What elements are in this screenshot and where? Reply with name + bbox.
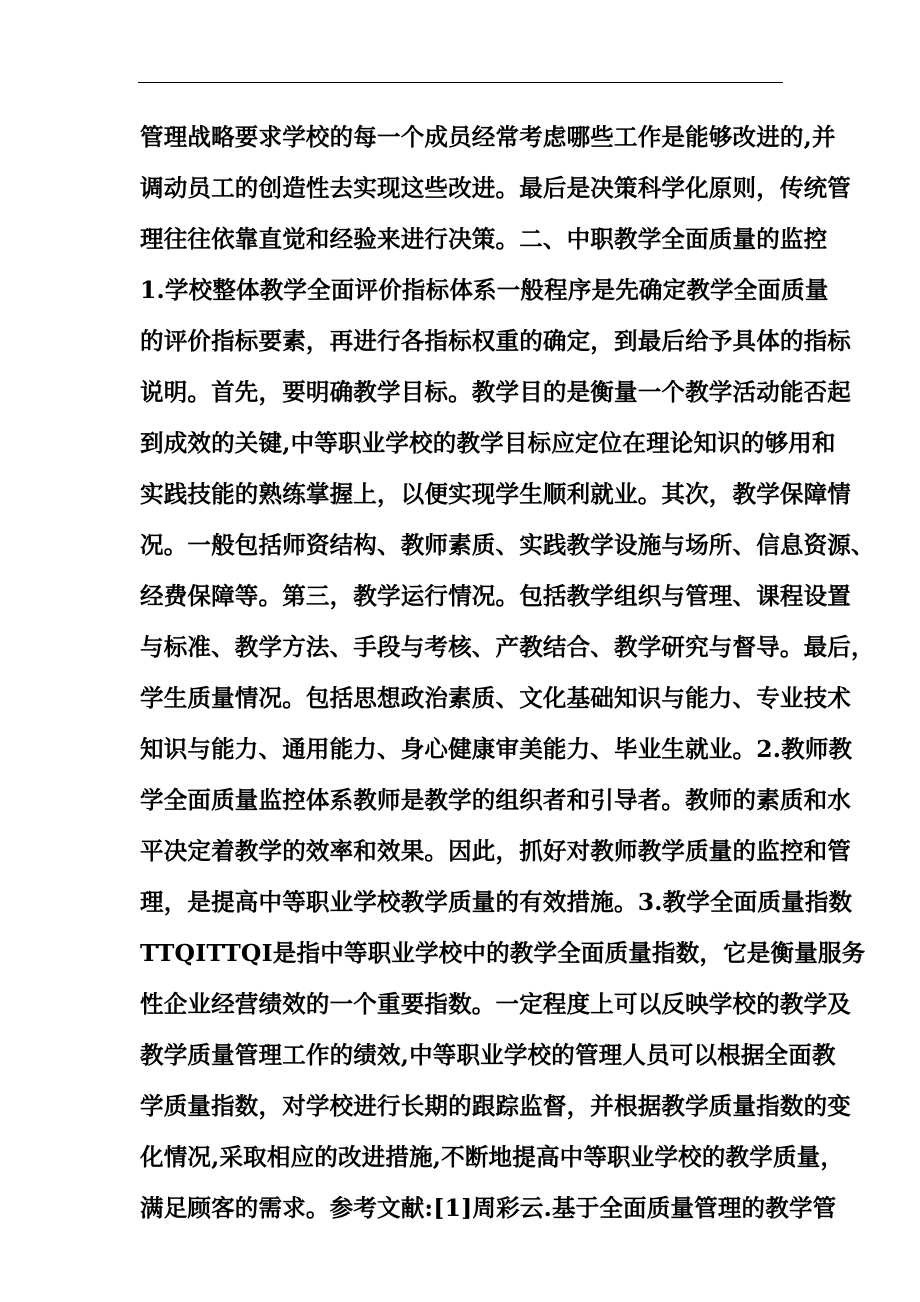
text-line: 管理战略要求学校的每一个成员经常考虑哪些工作是能够改进的,并: [140, 123, 836, 151]
text-line: 理往往依靠直觉和经验来进行决策。二、中职教学全面质量的监控: [140, 225, 828, 253]
text-line: 说明。首先，要明确教学目标。教学目的是衡量一个教学活动能否起: [140, 378, 851, 406]
text-line: 1.学校整体教学全面评价指标体系一般程序是先确定教学全面质量: [140, 276, 829, 304]
text-line: 实践技能的熟练掌握上，以便实现学生顺利就业。其次，教学保障情: [140, 480, 851, 508]
text-line: 调动员工的创造性去实现这些改进。最后是决策科学化原则，传统管: [140, 174, 851, 202]
header-rule: [138, 82, 783, 83]
text-line: 教学质量管理工作的绩效,中等职业学校的管理人员可以根据全面教: [140, 1041, 836, 1069]
body-text: [140, 112, 875, 1234]
text-line: 学质量指数，对学校进行长期的跟踪监督，并根据教学质量指数的变: [140, 1092, 851, 1120]
text-line: TTQITTQI是指中等职业学校中的教学全面质量指数，它是衡量服务: [140, 939, 866, 967]
text-line: 理，是提高中等职业学校教学质量的有效措施。3.教学全面质量指数: [140, 888, 853, 916]
text-line: 与标准、教学方法、手段与考核、产教结合、教学研究与督导。最后，: [140, 633, 875, 661]
text-line: 学全面质量监控体系教师是教学的组织者和引导者。教师的素质和水: [140, 786, 851, 814]
text-line: 到成效的关键,中等职业学校的教学目标应定位在理论知识的够用和: [140, 429, 836, 457]
text-line: 化情况,采取相应的改进措施,不断地提高中等职业学校的教学质量，: [140, 1143, 845, 1171]
text-line: 经费保障等。第三，教学运行情况。包括教学组织与管理、课程设置: [140, 582, 851, 610]
text-line: 满足顾客的需求。参考文献:[1]周彩云.基于全面质量管理的教学管: [140, 1194, 837, 1222]
text-line: 况。一般包括师资结构、教师素质、实践教学设施与场所、信息资源、: [140, 531, 875, 559]
text-line: 知识与能力、通用能力、身心健康审美能力、毕业生就业。2.教师教: [140, 735, 853, 763]
text-line: 学生质量情况。包括思想政治素质、文化基础知识与能力、专业技术: [140, 684, 851, 712]
text-line: 的评价指标要素，再进行各指标权重的确定，到最后给予具体的指标: [140, 327, 851, 355]
text-line: 平决定着教学的效率和效果。因此，抓好对教师教学质量的监控和管: [140, 837, 851, 865]
text-line: 性企业经营绩效的一个重要指数。一定程度上可以反映学校的教学及: [140, 990, 851, 1018]
